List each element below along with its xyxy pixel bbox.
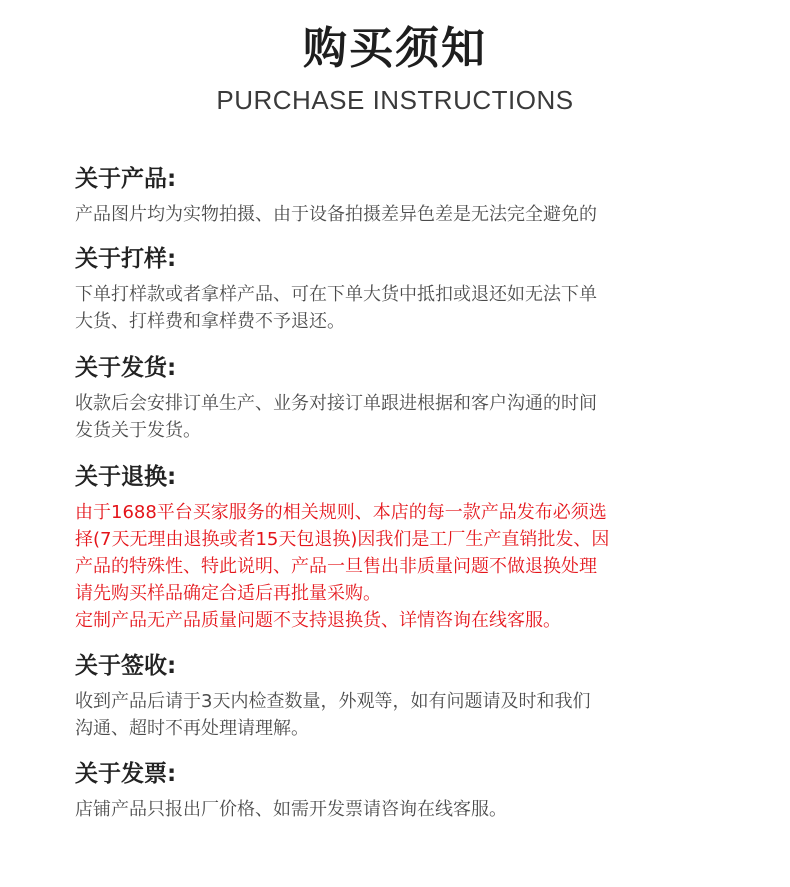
section-title: 关于发货: [75,355,177,381]
body-line: 产品的特殊性、特此说明、产品一旦售出非质量问题不做退换处理 [75,556,597,577]
body-line: 店铺产品只报出厂价格、如需开发票请咨询在线客服。 [75,799,507,820]
section-title: 关于打样: [75,246,177,272]
page-subtitle: PURCHASE INSTRUCTIONS [216,85,574,115]
page-title: 购买须知 [303,23,487,74]
section-returns [75,461,735,634]
body-line: 收到产品后请于3天内检查数量，外观等，如有问题请及时和我们 [75,691,591,712]
body-line: 沟通、超时不再处理请理解。 [75,718,309,739]
body-line: 由于1688平台买家服务的相关规则、本店的每一款产品发布必须选 [75,502,607,523]
section-shipping [75,352,735,444]
section-invoice [75,758,735,823]
section-sampling [75,243,735,335]
section-body-warning [75,499,735,634]
section-title: 关于产品: [75,166,177,192]
body-line: 收款后会安排订单生产、业务对接订单跟进根据和客户沟通的时间 [75,393,597,414]
section-body [75,390,735,444]
section-product [75,163,735,228]
section-title: 关于签收: [75,653,177,679]
body-line: 请先购买样品确定合适后再批量采购。 [75,583,381,604]
section-body [75,201,735,228]
section-body [75,796,735,823]
section-receipt [75,650,735,742]
body-line: 大货、打样费和拿样费不予退还。 [75,311,345,332]
section-title: 关于发票: [75,761,177,787]
body-line: 择(7天无理由退换或者15天包退换)因我们是工厂生产直销批发、因 [75,529,610,550]
body-line: 定制产品无产品质量问题不支持退换货、详情咨询在线客服。 [75,610,561,631]
body-line: 发货关于发货。 [75,420,201,441]
body-line: 产品图片均为实物拍摄、由于设备拍摄差异色差是无法完全避免的 [75,204,597,225]
section-body [75,688,735,742]
body-line: 下单打样款或者拿样产品、可在下单大货中抵扣或退还如无法下单 [75,284,597,305]
section-title: 关于退换: [75,464,177,490]
section-body [75,281,735,335]
